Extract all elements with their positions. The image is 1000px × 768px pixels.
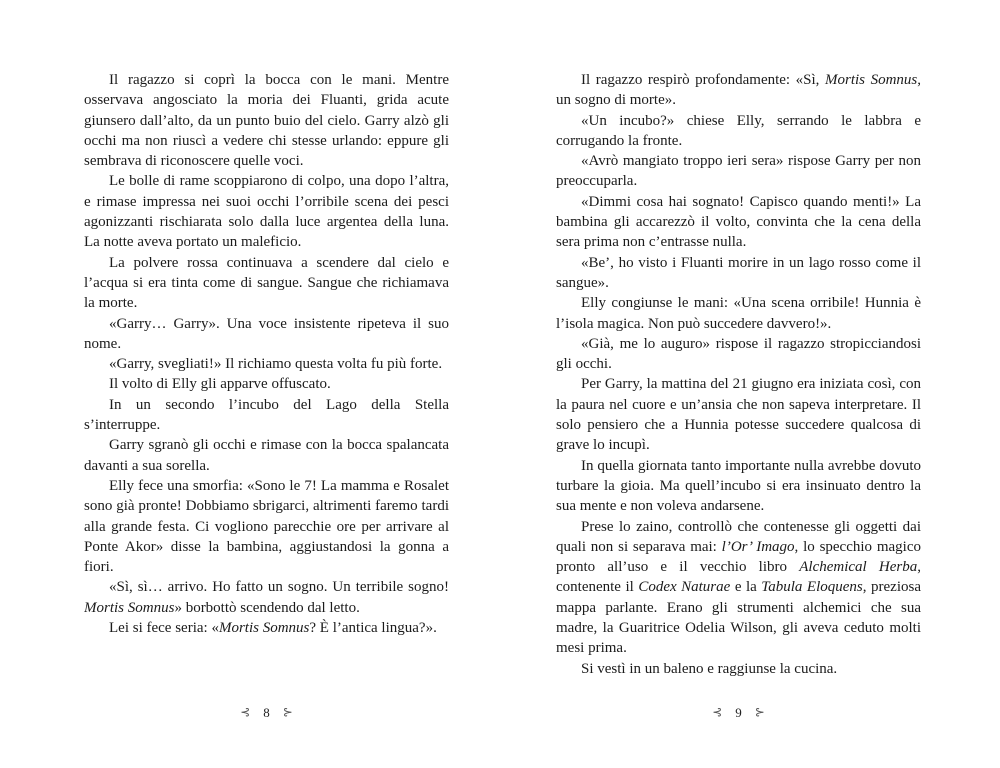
text-run: Il ragazzo respirò profondamente: «Sì, <box>581 72 825 88</box>
paragraph <box>84 476 449 577</box>
italic-text-run: Tabula Eloquens <box>761 579 863 596</box>
text-run: In quella giornata tanto importante nulla avrebbe dovuto turbare la gioia. Ma quell’incubo si era insinuato dentro la sua mente e non voleva andarsene. <box>556 457 921 515</box>
italic-text-run: Mortis Somnus <box>825 72 918 88</box>
paragraph <box>556 111 921 152</box>
page-footer-left <box>84 704 449 722</box>
paragraph <box>84 171 449 252</box>
footer-ornament-right-icon: ⊱ <box>282 705 293 719</box>
page-right <box>556 0 921 768</box>
page-left <box>84 0 449 768</box>
paragraph <box>556 517 921 659</box>
paragraph <box>84 395 449 436</box>
italic-text-run: Mortis Somnus <box>218 620 310 637</box>
footer-ornament-right-icon: ⊱ <box>754 705 765 719</box>
paragraph <box>84 354 449 374</box>
page-text-right <box>556 70 921 685</box>
paragraph <box>556 70 921 111</box>
text-run: «Avrò mangiato troppo ieri sera» rispose Garry per non preoccuparla. <box>556 153 921 190</box>
text-run: » borbottò scendendo dal letto. <box>174 599 360 616</box>
paragraph <box>556 659 921 679</box>
paragraph <box>556 456 921 517</box>
text-run: Si vestì in un baleno e raggiunse la cucina. <box>581 660 838 677</box>
text-run: «Garry, svegliati!» Il richiamo questa volta fu più forte. <box>109 356 443 373</box>
paragraph <box>84 374 449 394</box>
paragraph <box>84 618 449 638</box>
italic-text-run: Mortis Somnus <box>84 599 175 616</box>
text-run: «Sì, sì… arrivo. Ho fatto un sogno. Un terribile sogno! <box>109 579 449 596</box>
text-run: ? È l’antica lingua?». <box>309 620 437 637</box>
text-run: Garry sgranò gli occhi e rimase con la bocca spalancata davanti a sua sorella. <box>84 437 449 474</box>
text-run: In un secondo l’incubo del Lago della Stella s’interruppe. <box>84 396 449 434</box>
italic-text-run: l’Or’ Imago <box>721 538 795 555</box>
text-run: Il ragazzo si coprì la bocca con le mani. Mentre osservava angosciato la moria dei Fluanti, grida acute giunsero dall’alto, da un punto buio del cielo. Garry alzò gli occhi ma non riuscì a vedere chi stesse urlando: eppure gli sembrava di riconoscere quelle voci. <box>84 72 449 170</box>
paragraph <box>556 293 921 334</box>
text-run: La polvere rossa continuava a scendere dal cielo e l’acqua si era tinta come di sangue. Sangue che richiamava la morte. <box>84 254 449 312</box>
text-run: «Be’, ho visto i Fluanti morire in un lago rosso come il sangue». <box>556 254 921 291</box>
text-run: Lei si fece seria: « <box>109 620 219 637</box>
paragraph <box>84 314 449 355</box>
text-run: Prese lo zaino, controllò che contenesse gli oggetti dai quali non si separava mai: <box>556 518 921 555</box>
page-text-left <box>84 70 449 685</box>
text-run: Il volto di Elly gli apparve offuscato. <box>109 376 331 393</box>
italic-text-run: Alchemical Herba <box>799 559 918 576</box>
text-run: Elly fece una smorfia: «Sono le 7! La mamma e Rosalet sono già pronte! Dobbiamo sbrigarci, altrimenti faremo tardi alla grande festa. Ci vogliono parecchie ore per arrivare al Ponte Akor» disse la bambina, aggiustandosi la gonna a fiori. <box>84 477 449 576</box>
paragraph <box>84 253 449 314</box>
paragraph <box>556 192 921 253</box>
text-run: e la <box>730 579 762 596</box>
paragraph <box>556 334 921 375</box>
page-number-right: 9 <box>735 705 742 720</box>
footer-ornament-left-icon: ⊰ <box>712 705 723 719</box>
text-run: «Già, me lo auguro» rispose il ragazzo stropicciandosi gli occhi. <box>556 335 921 373</box>
text-run: «Garry… Garry». Una voce insistente ripeteva il suo nome. <box>84 315 449 352</box>
paragraph <box>556 253 921 294</box>
text-run: «Un incubo?» chiese Elly, serrando le labbra e corrugando la fronte. <box>556 112 921 149</box>
paragraph <box>556 374 921 455</box>
paragraph <box>84 435 449 476</box>
paragraph <box>556 151 921 192</box>
text-run: Elly congiunse le mani: «Una scena orribile! Hunnia è l’isola magica. Non può succedere davvero!». <box>556 295 921 332</box>
footer-ornament-left-icon: ⊰ <box>240 705 251 719</box>
text-run: , un sogno di morte». <box>556 72 921 109</box>
page-footer-right <box>556 704 921 722</box>
italic-text-run: Codex Naturae <box>638 579 731 596</box>
paragraph <box>84 70 449 171</box>
text-run: , contenente il <box>556 559 921 596</box>
text-run: , preziosa mappa parlante. Erano gli strumenti alchemici che sua madre, la Guaritrice Odelia Wilson, gli aveva ceduto molti mesi prima. <box>556 579 921 657</box>
page-number-left: 8 <box>263 705 270 720</box>
text-run: «Dimmi cosa hai sognato! Capisco quando menti!» La bambina gli accarezzò il volto, convinta che la cena della sera prima non c’entrasse nulla. <box>556 193 921 251</box>
text-run: , lo specchio magico pronto all’uso e il vecchio libro <box>556 538 921 576</box>
text-run: Le bolle di rame scoppiarono di colpo, una dopo l’altra, e rimase impressa nei suoi occhi l’orribile scena dei pesci agonizzanti rischiarata solo dalla luce argentea della luna. La notte aveva portato un maleficio. <box>84 173 449 251</box>
paragraph <box>84 577 449 618</box>
text-run: Per Garry, la mattina del 21 giugno era iniziata così, con la paura nel cuore e un’ansia che non sapeva interpretare. Il solo pensiero che a Hunnia potesse succedere qualcosa di grave lo incupì. <box>556 376 921 454</box>
